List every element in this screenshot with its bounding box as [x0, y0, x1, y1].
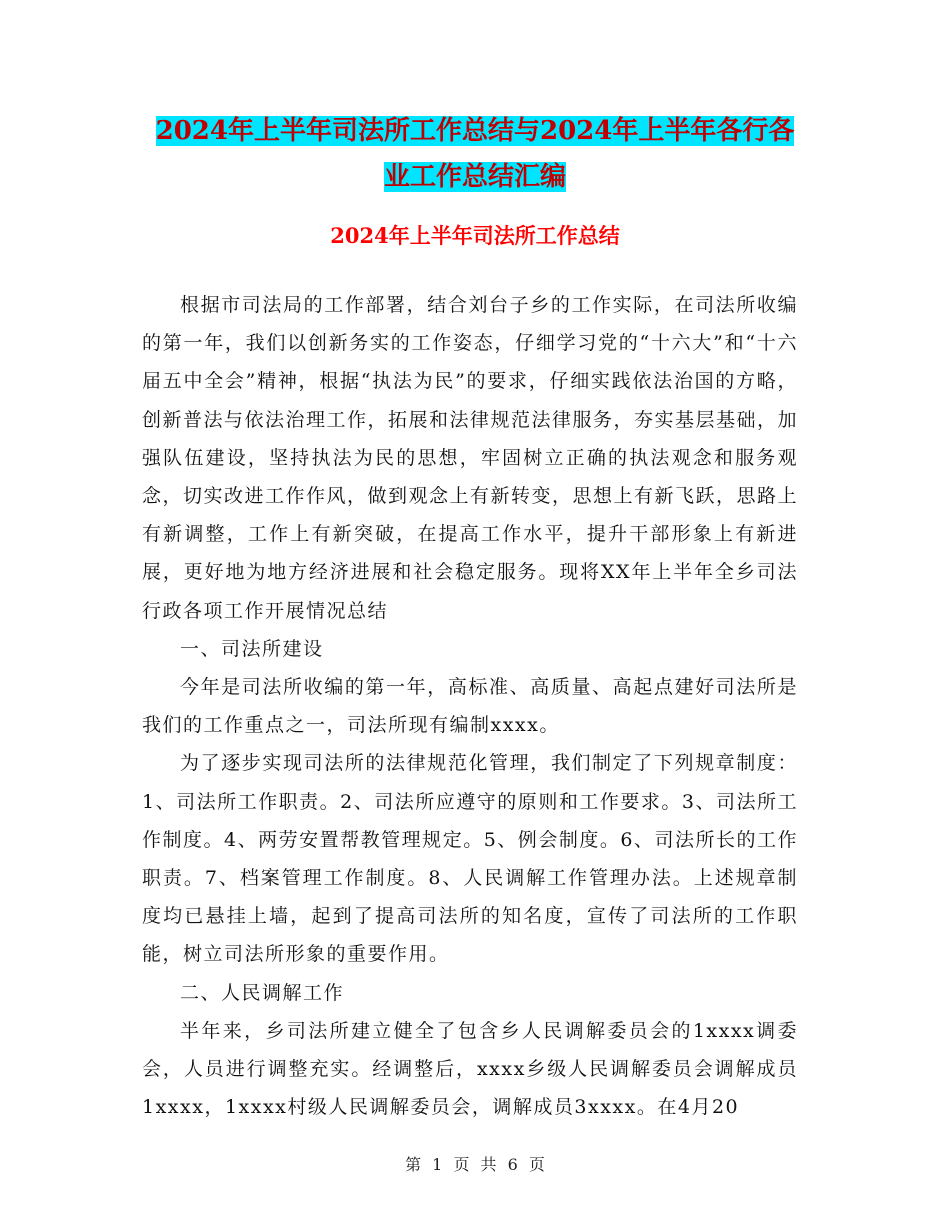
section-title: 2024年上半年司法所工作总结	[330, 223, 620, 248]
heading-mediation: 二、人民调解工作	[180, 981, 345, 1004]
document-body	[142, 286, 798, 1126]
document-title-line1: 2024年上半年司法所工作总结与2024年上半年各行各	[155, 116, 795, 146]
page-number-footer: 第 1 页 共 6 页	[405, 1155, 545, 1174]
paragraph-intro: 根据市司法局的工作部署，结合刘台子乡的工作实际，在司法所收编的第一年，我们以创新务实的工作姿态，仔细学习党的“十六大”和“十六届五中全会”精神，根据“执法为民”的要求，仔细实践依法治国的方略，创新普法与依法治理工作，拓展和法律规范法律服务，夯实基层基础，加强队伍建设，坚持执法为民的思想，牢固树立正确的执法观念和服务观念，切实改进工作作风，做到观念上有新转变，思想上有新飞跃，思路上有新调整，工作上有新突破，在提高工作水平，提升干部形象上有新进展，更好地为地方经济进展和社会稳定服务。现将XX年上半年全乡司法行政各项工作开展情况总结	[142, 294, 799, 622]
document-title	[140, 108, 810, 200]
heading-judicial-office: 一、司法所建设	[180, 637, 324, 660]
document-title-line2: 业工作总结汇编	[383, 162, 566, 192]
paragraph-mediation: 半年来，乡司法所建立健全了包含乡人民调解委员会的1xxxx调委会，人员进行调整充实。经调整后，xxxx乡级人民调解委员会调解成员1xxxx，1xxxx村级人民调解委员会，调解成员3xxxx。在4月20	[142, 1019, 798, 1119]
paragraph-office-staffing: 今年是司法所收编的第一年，高标准、高质量、高起点建好司法所是我们的工作重点之一，司法所现有编制xxxx。	[142, 676, 798, 737]
paragraph-regulations: 为了逐步实现司法所的法律规范化管理，我们制定了下列规章制度：1、司法所工作职责。2、司法所应遵守的原则和工作要求。3、司法所工作制度。4、两劳安置帮教管理规定。5、例会制度。6、司法所长的工作职责。7、档案管理工作制度。8、人民调解工作管理办法。上述规章制度均已悬挂上墙，起到了提高司法所的知名度，宣传了司法所的工作职能，树立司法所形象的重要作用。	[142, 752, 798, 966]
